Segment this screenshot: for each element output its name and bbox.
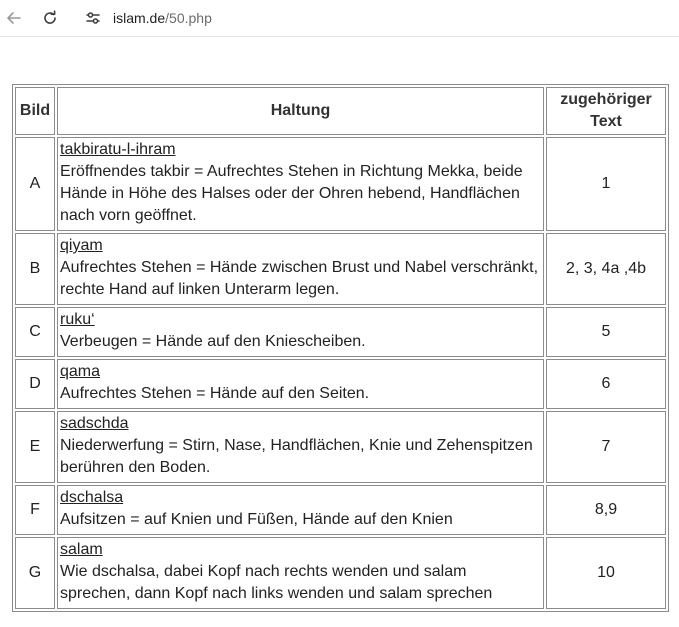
row-text-number: 1 <box>546 137 666 231</box>
row-haltung <box>57 137 544 231</box>
back-arrow-icon[interactable] <box>4 8 24 28</box>
row-haltung <box>57 537 544 609</box>
posture-description: Wie dschalsa, dabei Kopf nach rechts wenden und salam sprechen, dann Kopf nach links wenden und salam sprechen <box>60 563 493 602</box>
row-letter: B <box>15 233 55 305</box>
row-letter: C <box>15 307 55 357</box>
table-header-row <box>15 87 666 135</box>
posture-description: Niederwerfung = Stirn, Nase, Handflächen, Knie und Zehenspitzen berühren den Boden. <box>60 437 533 476</box>
header-zugehoeriger-text <box>546 87 666 135</box>
row-haltung <box>57 485 544 535</box>
header-text-line2: Text <box>590 113 622 130</box>
row-text-number: 6 <box>546 359 666 409</box>
browser-toolbar <box>0 0 679 37</box>
posture-description: Aufrechtes Stehen = Hände zwischen Brust und Nabel verschränkt, rechte Hand auf linken Unterarm legen. <box>60 259 539 298</box>
row-letter: D <box>15 359 55 409</box>
row-text-number: 2, 3, 4a ,4b <box>546 233 666 305</box>
posture-term: sadschda <box>60 415 129 432</box>
reload-icon[interactable] <box>40 8 60 28</box>
row-text-number: 5 <box>546 307 666 357</box>
header-text-line1: zugehöriger <box>560 91 652 108</box>
posture-table <box>12 84 669 612</box>
table-row <box>15 485 666 535</box>
posture-term: dschalsa <box>60 489 124 506</box>
posture-term: qama <box>60 363 101 380</box>
posture-term: qiyam <box>60 237 103 254</box>
table-row <box>15 411 666 483</box>
table-row <box>15 137 666 231</box>
header-haltung: Haltung <box>57 87 544 135</box>
posture-description: Aufsitzen = auf Knien und Füßen, Hände auf den Knien <box>60 511 453 528</box>
url-path: /50.php <box>165 10 212 26</box>
table-row <box>15 359 666 409</box>
page-content <box>12 84 669 612</box>
row-text-number: 7 <box>546 411 666 483</box>
site-info-icon[interactable] <box>83 8 103 28</box>
row-haltung <box>57 233 544 305</box>
row-haltung <box>57 307 544 357</box>
row-haltung <box>57 359 544 409</box>
row-text-number: 10 <box>546 537 666 609</box>
row-letter: E <box>15 411 55 483</box>
row-letter: A <box>15 137 55 231</box>
posture-term: ruku‘ <box>60 311 95 328</box>
posture-description: Eröffnendes takbir = Aufrechtes Stehen in Richtung Mekka, beide Hände in Höhe des Halses oder der Ohren hebend, Handflächen nach vorn geöffnet. <box>60 163 523 224</box>
address-bar-url[interactable] <box>113 9 212 27</box>
header-bild: Bild <box>15 87 55 135</box>
row-text-number: 8,9 <box>546 485 666 535</box>
row-letter: G <box>15 537 55 609</box>
posture-description: Aufrechtes Stehen = Hände auf den Seiten. <box>60 385 370 402</box>
table-row <box>15 233 666 305</box>
row-haltung <box>57 411 544 483</box>
row-letter: F <box>15 485 55 535</box>
table-row <box>15 537 666 609</box>
url-host: islam.de <box>113 10 166 26</box>
posture-term: salam <box>60 541 103 558</box>
table-row <box>15 307 666 357</box>
posture-term: takbiratu-l-ihram <box>60 141 176 158</box>
posture-description: Verbeugen = Hände auf den Kniescheiben. <box>60 333 366 350</box>
